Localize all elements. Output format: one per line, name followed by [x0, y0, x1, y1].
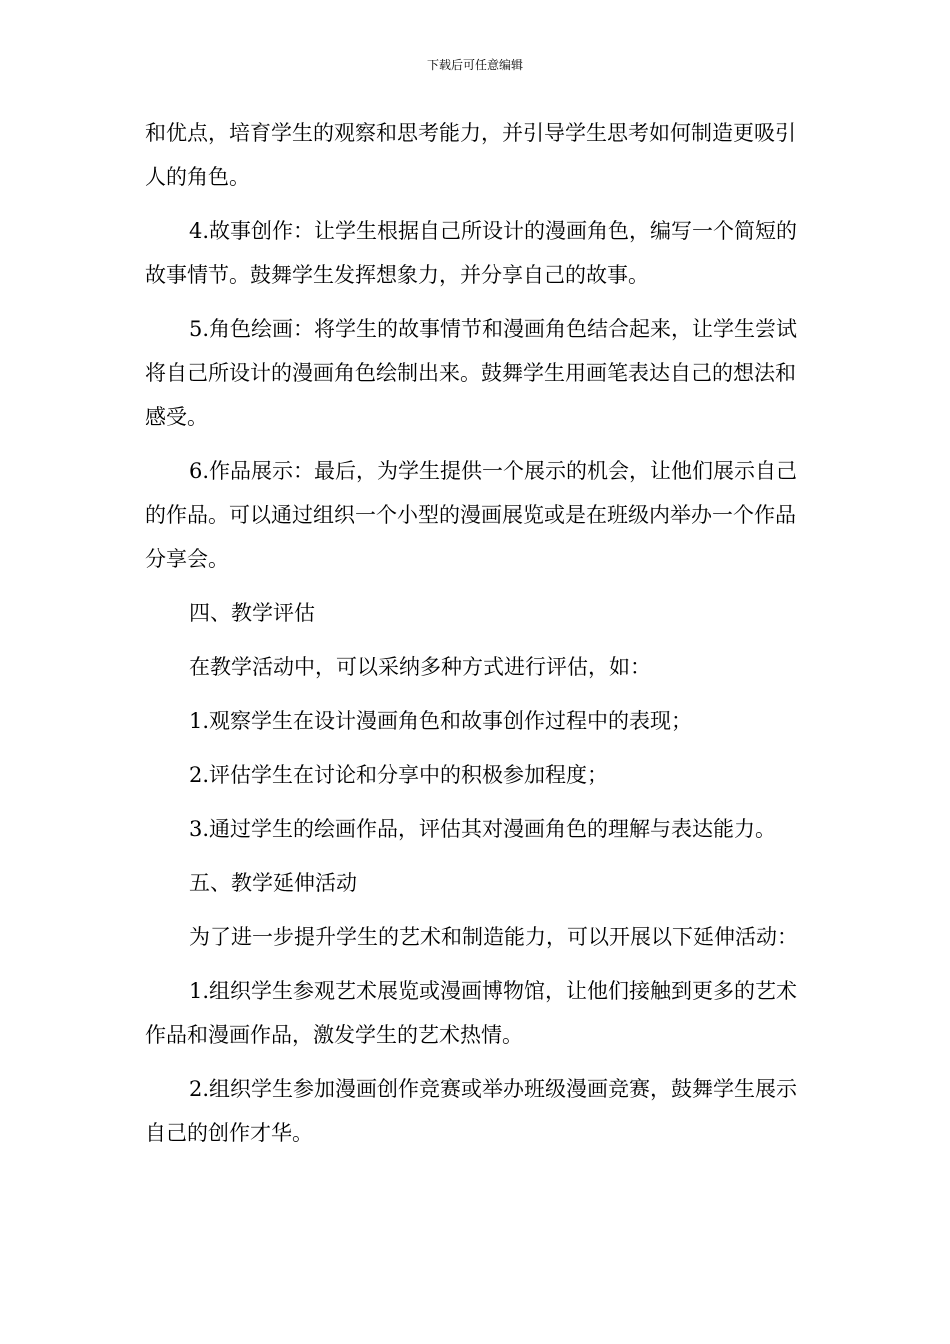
section-heading-evaluation: 四、教学评估 — [189, 601, 315, 625]
list-item-evaluation-3: 3.通过学生的绘画作品，评估其对漫画角色的理解与表达能力。 — [189, 817, 777, 841]
list-item-evaluation-1: 1.观察学生在设计漫画角色和故事创作过程中的表现； — [189, 709, 693, 733]
paragraph-extension-intro: 为了进一步提升学生的艺术和制造能力，可以开展以下延伸活动： — [189, 925, 798, 949]
paragraph-story-creation: 4.故事创作：让学生根据自己所设计的漫画角色，编写一个简短的故事情节。鼓舞学生发挥想象力，并分享自己的故事。 — [145, 219, 798, 287]
section-heading-extension: 五、教学延伸活动 — [189, 871, 357, 895]
page-header: 下载后可任意编辑 — [426, 58, 523, 72]
list-item-evaluation-2: 2.评估学生在讨论和分享中的积极参加程度； — [189, 763, 609, 787]
document-body — [145, 111, 810, 1165]
list-item-extension-2: 2.组织学生参加漫画创作竞赛或举办班级漫画竞赛，鼓舞学生展示自己的创作才华。 — [145, 1077, 798, 1145]
paragraph-continuation: 和优点，培育学生的观察和思考能力，并引导学生思考如何制造更吸引人的角色。 — [145, 121, 796, 189]
paragraph-work-display: 6.作品展示：最后，为学生提供一个展示的机会，让他们展示自己的作品。可以通过组织一个小型的漫画展览或是在班级内举办一个作品分享会。 — [145, 459, 798, 571]
paragraph-evaluation-intro: 在教学活动中，可以采纳多种方式进行评估，如： — [189, 655, 651, 679]
list-item-extension-1: 1.组织学生参观艺术展览或漫画博物馆，让他们接触到更多的艺术作品和漫画作品，激发学生的艺术热情。 — [145, 979, 798, 1047]
paragraph-character-drawing: 5.角色绘画：将学生的故事情节和漫画角色结合起来，让学生尝试将自己所设计的漫画角色绘制出来。鼓舞学生用画笔表达自己的想法和感受。 — [145, 317, 798, 429]
